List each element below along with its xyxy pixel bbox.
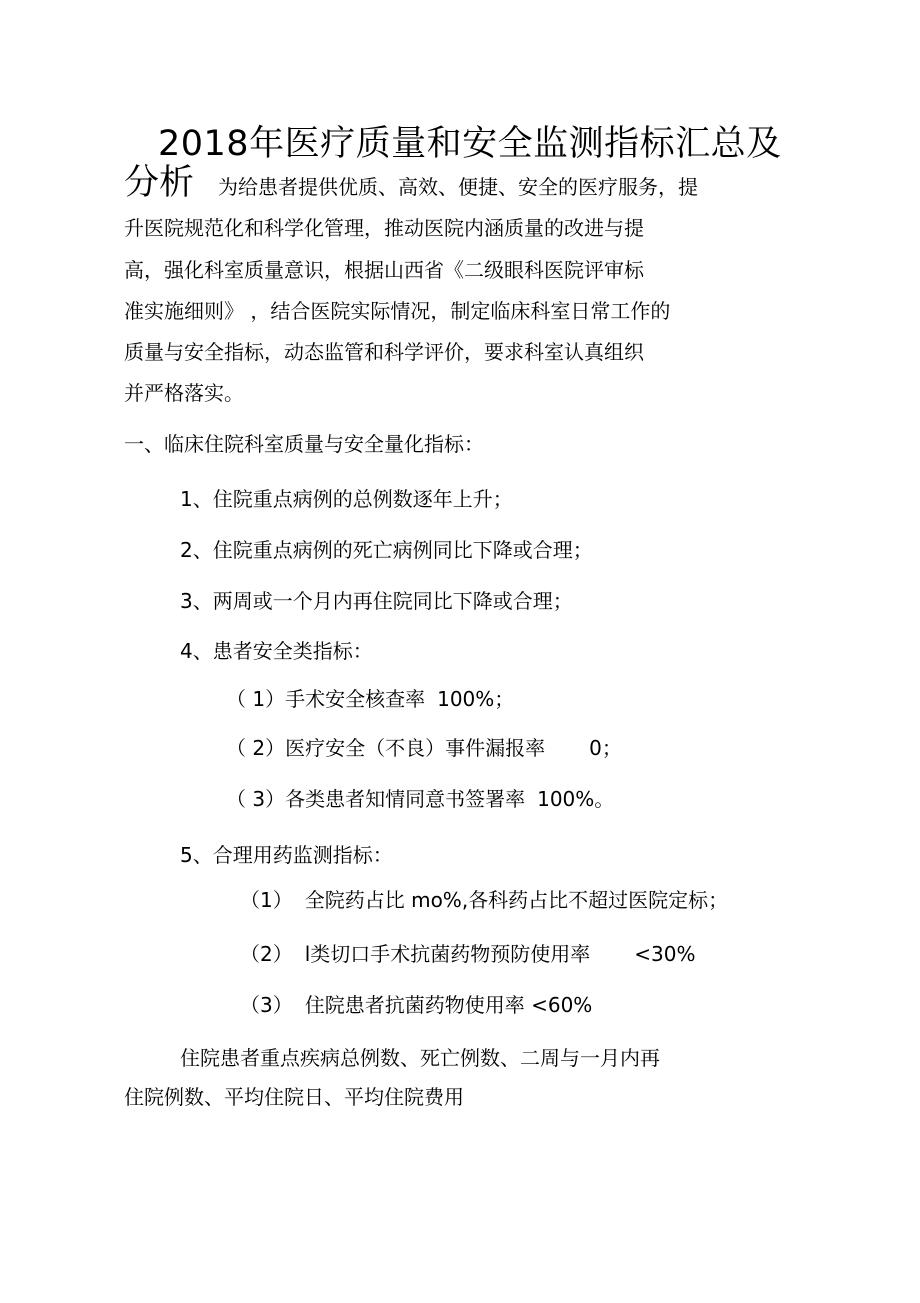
drug-sub-2-num: （2） bbox=[240, 942, 293, 966]
document-title-line1: 2018年医疗质量和安全监测指标汇总及 bbox=[158, 124, 782, 164]
intro-line-4: 准实施细则》 ，结合医院实际情况，制定临床科室日常工作的 bbox=[124, 299, 671, 323]
safety-sub-1 bbox=[226, 687, 514, 711]
safety-sub-3-value: 100%。 bbox=[537, 787, 615, 811]
drug-sub-1 bbox=[240, 888, 728, 912]
drug-sub-1-num: （1） bbox=[240, 888, 293, 912]
safety-sub-2-label: （ 2）医疗安全（不良）事件漏报率 bbox=[226, 736, 546, 760]
drug-sub-2 bbox=[240, 942, 696, 966]
drug-sub-3-text: 住院患者抗菌药物使用率 <60% bbox=[304, 993, 593, 1017]
intro-line-3: 高，强化科室质量意识，根据山西省《二级眼科医院评审标 bbox=[124, 258, 644, 282]
intro-line-5: 质量与安全指标，动态监管和科学评价，要求科室认真组织 bbox=[124, 340, 644, 364]
list-item-2: 2、住院重点病例的死亡病例同比下降或合理； bbox=[180, 538, 593, 562]
intro-line-2: 升医院规范化和科学化管理，推动医院内涵质量的改进与提 bbox=[124, 216, 644, 240]
list-item-1: 1、住院重点病例的总例数逐年上升； bbox=[180, 487, 513, 511]
list-item-4: 4、患者安全类指标： bbox=[180, 639, 373, 663]
list-item-3: 3、两周或一个月内再住院同比下降或合理； bbox=[180, 589, 573, 613]
drug-sub-2-text: l类切口手术抗菌药物预防使用率 bbox=[304, 942, 591, 966]
safety-sub-3 bbox=[226, 787, 614, 811]
closing-line-1: 住院患者重点疾病总例数、死亡例数、二周与一月内再 bbox=[180, 1046, 660, 1070]
closing-line-2: 住院例数、平均住院日、平均住院费用 bbox=[124, 1085, 464, 1109]
drug-sub-3 bbox=[240, 993, 592, 1017]
document-title-line2: 分析 bbox=[124, 163, 195, 203]
list-item-5: 5、合理用药监测指标： bbox=[180, 843, 393, 867]
safety-sub-2-value: 0； bbox=[589, 736, 622, 760]
safety-sub-2 bbox=[226, 736, 622, 760]
safety-sub-1-value: 100%； bbox=[437, 687, 515, 711]
section1-heading: 一、临床住院科室质量与安全量化指标： bbox=[124, 432, 484, 456]
intro-line-6: 并严格落实。 bbox=[124, 381, 244, 405]
safety-sub-1-label: （ 1）手术安全核查率 bbox=[226, 687, 426, 711]
safety-sub-3-label: （ 3）各类患者知情同意书签署率 bbox=[226, 787, 526, 811]
drug-sub-3-num: （3） bbox=[240, 993, 293, 1017]
drug-sub-2-value: <30% bbox=[634, 942, 696, 966]
intro-line-1: 为给患者提供优质、高效、便捷、安全的医疗服务，提 bbox=[218, 175, 698, 199]
drug-sub-1-text: 全院药占比 mo%,各科药占比不超过医院定标； bbox=[304, 888, 729, 912]
